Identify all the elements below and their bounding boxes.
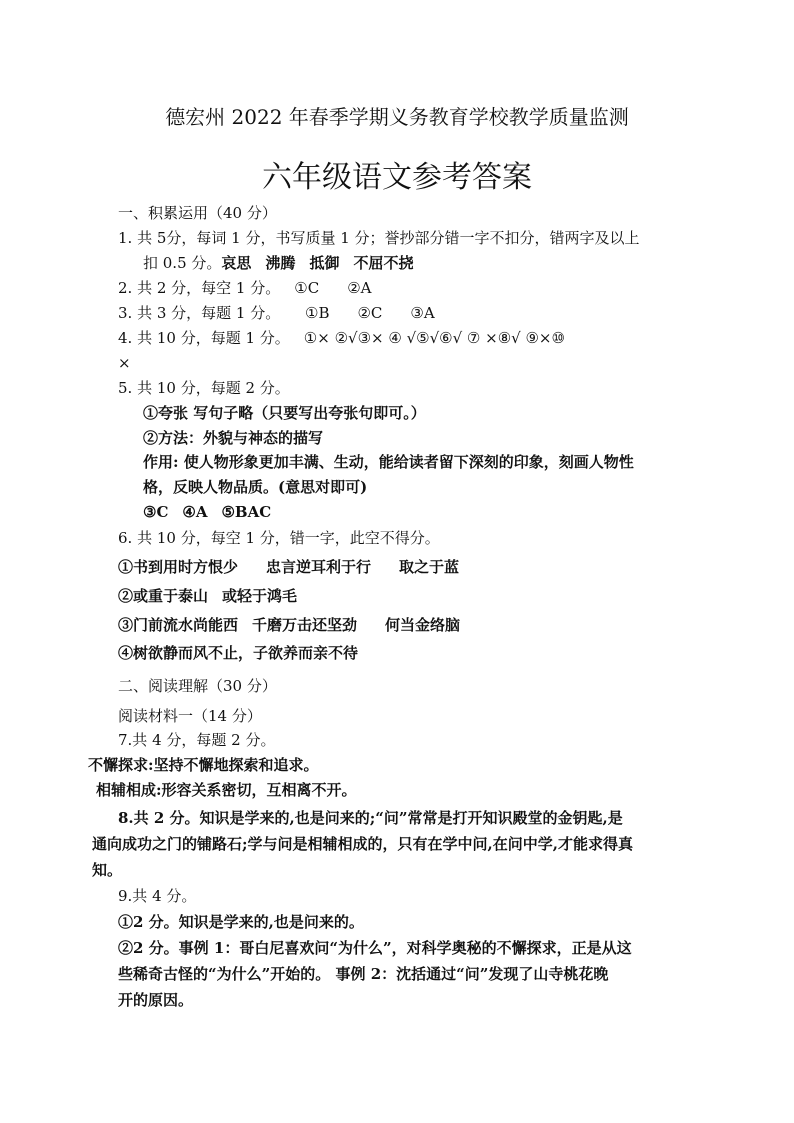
q6-blank: ②或重于泰山 xyxy=(118,587,209,605)
q2-answer: ①C xyxy=(294,279,320,297)
q9-text: 9.共 4 分。 xyxy=(118,887,197,905)
q9-answer-2-line3: 开的原因。 xyxy=(118,991,194,1009)
q6-blank: 忠言逆耳利于行 xyxy=(266,558,372,576)
q4-answers-line1: ①× ②√③× ④ √⑤√⑥√ ⑦ ×⑧√ ⑨×⑩ xyxy=(303,329,565,347)
q6-line-4 xyxy=(118,643,358,663)
q5-effect-line2: 格，反映人物品质。(意思对即可) xyxy=(143,478,368,496)
q8-line2: 通向成功之门的铺路石;学与问是相辅相成的，只有在学中问,在问中学,才能求得真 xyxy=(92,835,633,853)
q7-text: 7.共 4 分，每题 2 分。 xyxy=(118,731,276,749)
q6-line-1 xyxy=(118,557,459,577)
q5-answer-5: ⑤BAC xyxy=(221,503,272,521)
q4-text: 4. 共 10 分，每题 1 分。 xyxy=(118,329,290,347)
q6-line-3 xyxy=(118,615,460,635)
q3-line-final xyxy=(118,303,280,323)
q7-answer-1: 不懈探求:坚持不懈地探索和追求。 xyxy=(88,756,319,774)
q1-word: 沸腾 xyxy=(265,254,296,272)
q6-blank: 或轻于鸿毛 xyxy=(222,587,298,605)
q6-blank: 取之于蓝 xyxy=(399,558,460,576)
q6-text: 6. 共 10 分，每空 1 分，错一字，此空不得分。 xyxy=(118,529,440,547)
q3-text: 3. 共 3 分，每题 1 分。 xyxy=(118,304,281,322)
page-subtitle: 六年级语文参考答案 xyxy=(262,160,532,195)
q5-answer-1: ①夸张 写句子略（只要写出夸张句即可。） xyxy=(143,404,426,422)
q5-answer-4: ④A xyxy=(182,503,208,521)
section1-heading: 一、积累运用（40 分） xyxy=(118,204,277,222)
page-title: 德宏州 2022 年春季学期义务教育学校教学质量监测 xyxy=(165,105,629,129)
q1-line2-prefix: 扣 0.5 分。 xyxy=(143,254,222,272)
q9-answer-1: ①2 分。知识是学来的,也是问来的。 xyxy=(118,913,364,931)
q6-blank: ④树欲静而风不止，子欲养而亲不待 xyxy=(118,644,359,662)
section2-heading: 二、阅读理解（30 分） xyxy=(118,677,277,695)
q9-answer-2-line2: 些稀奇古怪的“为什么”开始的。 事例 2：沈括通过“问”发现了山寺桃花晚 xyxy=(118,965,609,983)
q9-answer-2-line1: ②2 分。事例 1：哥白尼喜欢问“为什么”，对科学奥秘的不懈探求，正是从这 xyxy=(118,939,632,957)
q3-answers xyxy=(305,303,435,323)
q5-answer-2: ②方法：外貌与神态的描写 xyxy=(143,429,324,447)
material1-heading: 阅读材料一（14 分） xyxy=(118,707,262,725)
q7-answer-2: 相辅相成:形容关系密切，互相离不开。 xyxy=(96,781,357,799)
q5-text: 5. 共 10 分，每题 2 分。 xyxy=(118,379,290,397)
q6-blank: 何当金络脑 xyxy=(385,616,461,634)
q5-answers-345 xyxy=(143,502,271,522)
q8-line3: 知。 xyxy=(92,861,123,879)
q1-line1: 1. 共 5分，每词 1 分，书写质量 1 分；誉抄部分错一字不扣分，错两字及以上 xyxy=(118,229,640,247)
q1-word: 不屈不挠 xyxy=(353,254,414,272)
q1-word: 哀思 xyxy=(221,254,252,272)
q3-answer: ③A xyxy=(410,304,435,322)
q4-answers-line2: × xyxy=(118,354,131,372)
q3-answer: ①B xyxy=(305,304,330,322)
q6-blank: ①书到用时方恨少 xyxy=(118,558,239,576)
q3-answer: ②C xyxy=(357,304,383,322)
q5-answer-3: ③C xyxy=(143,503,169,521)
q6-blank: ③门前流水尚能西 xyxy=(118,616,239,634)
q1-word: 抵御 xyxy=(309,254,340,272)
q2 xyxy=(118,278,371,298)
q1-line2 xyxy=(143,253,413,273)
q4-line xyxy=(118,328,565,348)
q2-answer: ②A xyxy=(347,279,372,297)
q6-blank: 千磨万击还坚劲 xyxy=(252,616,358,634)
q8-line1: 8.共 2 分。知识是学来的,也是问来的;“问”常常是打开知识殿堂的金钥匙,是 xyxy=(118,809,623,827)
q5-effect-line1: 作用: 使人物形象更加丰满、生动，能给读者留下深刻的印象，刻画人物性 xyxy=(143,453,634,471)
q2-text: 2. 共 2 分，每空 1 分。 xyxy=(118,279,281,297)
q6-line-2 xyxy=(118,586,297,606)
